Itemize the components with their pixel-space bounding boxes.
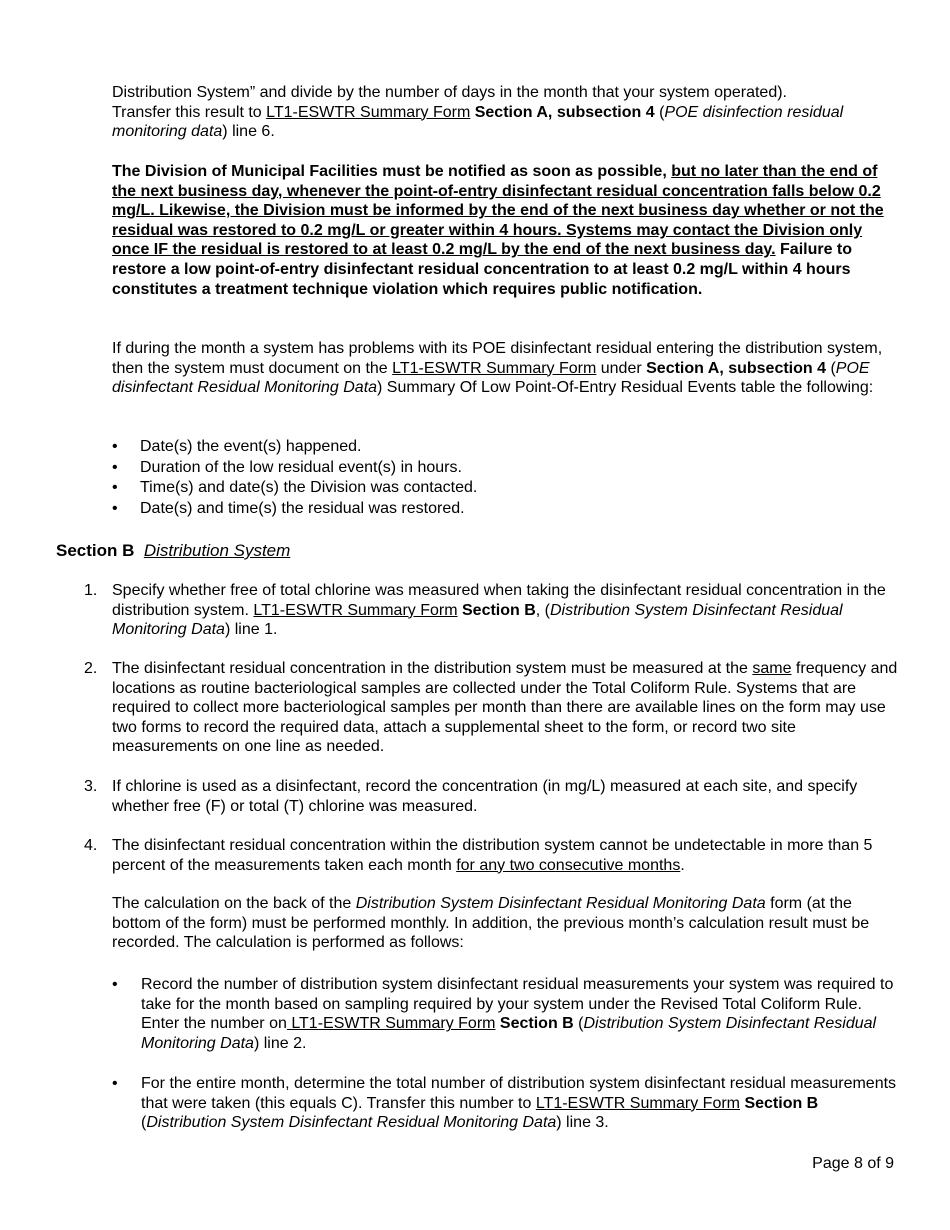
intro-text: Transfer this result to bbox=[112, 103, 267, 121]
summary-form-link[interactable]: LT1-ESWTR Summary Form bbox=[286, 1015, 496, 1033]
numbered-item-4: 4. The disinfectant residual concentration within the distribution system cannot be undetectable in more than 5 percent of the measurements taken each month for any two consecutive months. bbox=[84, 837, 873, 874]
summary-form-link[interactable]: LT1-ESWTR Summary Form bbox=[535, 1094, 740, 1112]
intro-paragraph: Distribution System” and divide by the number of days in the month that your system operated). Transfer this result to LT1-ESWTR Summary Form Section A, subsection 4 (POE disinfection residual monitoring data) line 6. bbox=[112, 84, 844, 141]
bullet-icon: • bbox=[112, 499, 118, 517]
bullet-icon: • bbox=[112, 976, 118, 993]
summary-form-link[interactable]: LT1-ESWTR Summary Form bbox=[253, 601, 458, 619]
section-ref: Section A, subsection 4 bbox=[470, 103, 655, 121]
bullet-icon: • bbox=[112, 479, 118, 496]
section-ref: Section A, subsection 4 bbox=[646, 359, 827, 377]
data-ref: POE disinfection residual monitoring data bbox=[112, 103, 844, 141]
notice-underlined-requirement: but no later than the end of the next business day, whenever the point-of-entry disinfectant residual concentration falls below 0.2 mg/L. Likewise, the Division must be informed by the end of the next business day whether or not the residual was restored to 0.2 mg/L or greater within 4 hours. Systems may contact the Division only once IF the residual is restored to at least 0.2 mg/L by the end of the next business day. bbox=[112, 163, 884, 259]
list-item: • Duration of the low residual event(s) in hours. bbox=[112, 458, 902, 479]
bullet-icon: • bbox=[112, 438, 118, 455]
page-number: Page 8 of 9 bbox=[812, 1155, 894, 1172]
section-b-heading bbox=[56, 540, 290, 562]
numbered-item-2: 2. The disinfectant residual concentration in the distribution system must be measured at the same frequency and locations as routine bacteriological samples are collected under the Total Coliform Rule. Systems that are required to collect more bacteriological samples per month than there are available lines on the form may use two forms to record the required data, attach a supplemental sheet to the form, or record two site measurements on one line as needed. bbox=[84, 660, 898, 756]
calc-bullet-1: • Record the number of distribution system disinfectant residual measurements your system was required to take for the month based on sampling required by your system under the Revised Total Coliform Rule. Enter the number on LT1-ESWTR Summary Form Section B (Distribution System Disinfectant Residual Monitoring Data) line 2. bbox=[112, 976, 894, 1052]
numbered-item-1: 1. Specify whether free of total chlorine was measured when taking the disinfectant residual concentration in the distribution system. LT1-ESWTR Summary Form Section B, (Distribution System Disinfectant Residual Monitoring Data) line 1. bbox=[84, 582, 886, 639]
calc-bullet-2: • For the entire month, determine the total number of distribution system disinfectant residual measurements that were taken (this equals C). Transfer this number to LT1-ESWTR Summary Form Section B (Distribution System Disinfectant Residual Monitoring Data) line 3. bbox=[112, 1075, 897, 1132]
bullet-icon: • bbox=[112, 458, 118, 476]
list-item: • Time(s) and date(s) the Division was contacted. bbox=[112, 478, 902, 499]
bullet-icon: • bbox=[112, 1075, 118, 1092]
calculation-paragraph: The calculation on the back of the Distribution System Disinfectant Residual Monitoring Data form (at the bottom of the form) must be performed monthly. In addition, the previous month’s calculation result must be recorded. The calculation is performed as follows: bbox=[112, 895, 870, 952]
summary-form-link[interactable]: LT1-ESWTR Summary Form bbox=[392, 359, 597, 377]
summary-form-link[interactable]: LT1-ESWTR Summary Form bbox=[266, 103, 471, 121]
section-label: Section B bbox=[56, 541, 135, 560]
notification-notice: The Division of Municipal Facilities must be notified as soon as possible, but no later than the end of the next business day, whenever the point-of-entry disinfectant residual concentration falls below 0.2 mg/L. Likewise, the Division must be informed by the end of the next business day whether or not the residual was restored to 0.2 mg/L or greater within 4 hours. Systems may contact the Division only once IF the residual is restored to at least 0.2 mg/L by the end of the next business day. Failure to restore a low point-of-entry disinfectant residual concentration to at least 0.2 mg/L within 4 hours constitutes a treatment technique violation which requires public notification. bbox=[112, 163, 884, 298]
numbered-item-3: 3. If chlorine is used as a disinfectant, record the concentration (in mg/L) measured at each site, and specify whether free (F) or total (T) chlorine was measured. bbox=[84, 778, 858, 815]
intro-line1: Distribution System” and divide by the number of days in the month that your system operated). bbox=[112, 84, 787, 101]
poe-event-list bbox=[112, 437, 902, 519]
list-item: • Date(s) and time(s) the residual was restored. bbox=[112, 499, 902, 520]
section-title: Distribution System bbox=[143, 541, 291, 560]
poe-paragraph: If during the month a system has problems with its POE disinfectant residual entering the distribution system, then the system must document on the LT1-ESWTR Summary Form under Section A, subsection 4 (POE disinfectant Residual Monitoring Data) Summary Of Low Point-Of-Entry Residual Events table the following: bbox=[112, 340, 883, 397]
data-ref: POE disinfectant Residual Monitoring Data bbox=[112, 359, 870, 397]
list-item: • Date(s) the event(s) happened. bbox=[112, 437, 902, 458]
